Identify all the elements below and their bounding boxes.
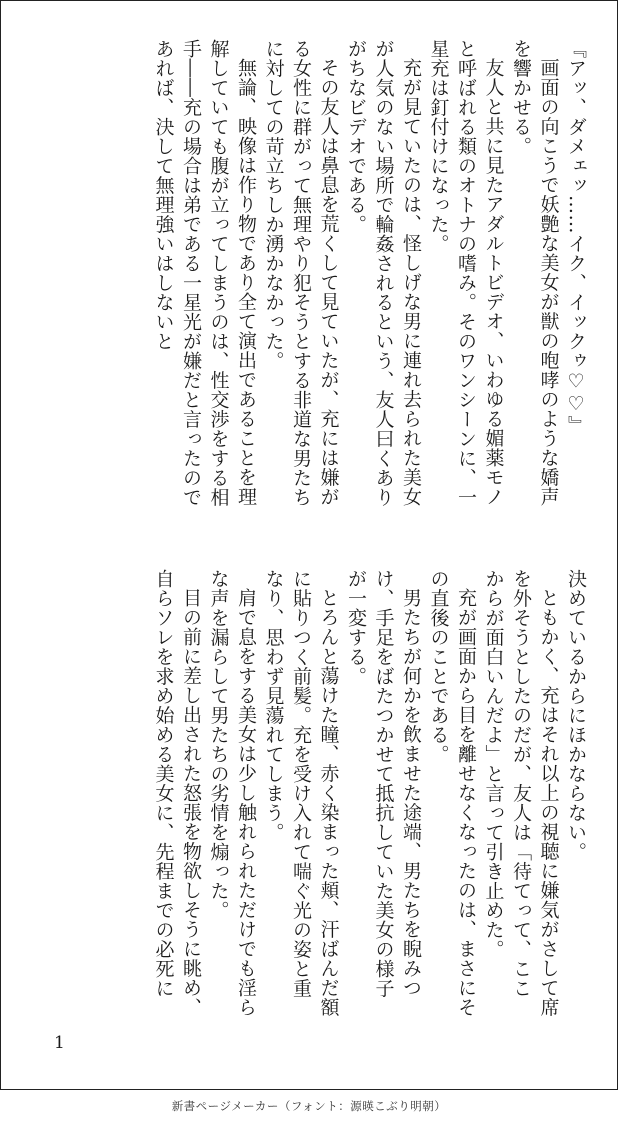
paragraph: 決めているからにほかならない。	[565, 569, 587, 862]
paragraph: 『アッ、ダメェッ……イク、イックゥ♡♡』	[565, 39, 587, 435]
paragraph: 充が画面から目を離せなくなったのは、まさにその直後のことである。	[427, 569, 477, 1017]
paragraph: 肩で息をする美女は少し触れられただけでも淫らな声を漏らして男たちの劣情を煽った。	[207, 569, 257, 1017]
paragraph: 目の前に差し出された怒張を物欲しそうに眺め、自らソレを求め始める美女に、先程までの必死に	[152, 569, 202, 1017]
lower-text-column	[149, 569, 589, 1017]
footer-credit: 新書ページメーカー（フォント：源暎こぶり明朝）	[171, 1099, 447, 1113]
upper-text-column	[149, 39, 589, 517]
paragraph: 男たちが何かを飲ませた途端、男たちを睨みつけ、手足をばたつかせて抵抗していた美女の様子が一変する。	[345, 569, 422, 998]
paragraph: ともかく、充はそれ以上の視聴に嫌気がさして席を外そうとしたのだが、友人は「待てって、ここからが面白いんだよ」と言って引き止めた。	[482, 569, 560, 1017]
paragraph: 充が見ていたのは、怪しげな男に連れ去られた美女が人気のない場所で輪姦されるという、友人曰くありがちなビデオである。	[345, 39, 422, 507]
page-number: 1	[54, 1033, 65, 1053]
paragraph: 無論、映像は作り物であり全て演出であることを理解していても腹が立ってしまうのは、性交渉をする相手――充の場合は弟である一星光が嫌だと言ったのであれば、決して無理強いはしないと	[152, 39, 257, 507]
paragraph: 画面の向こうで妖艶な美女が獣の咆哮のような嬌声を響かせる。	[510, 39, 560, 507]
paragraph: その友人は鼻息を荒くして見ていたが、充には嫌がる女性に群がって無理やり犯そうとする非道な男たちに対しての苛立ちしか湧かなかった。	[262, 39, 340, 507]
paragraph: 友人と共に見たアダルトビデオ、いわゆる媚薬モノと呼ばれる類のオトナの嗜み。そのワンシーンに、一星充は釘付けになった。	[427, 39, 505, 507]
paragraph: とろんと蕩けた瞳、赤く染まった頬、汗ばんだ額に貼りつく前髪。充を受け入れて喘ぐ光の姿と重なり、思わず見蕩れてしまう。	[262, 569, 340, 1017]
